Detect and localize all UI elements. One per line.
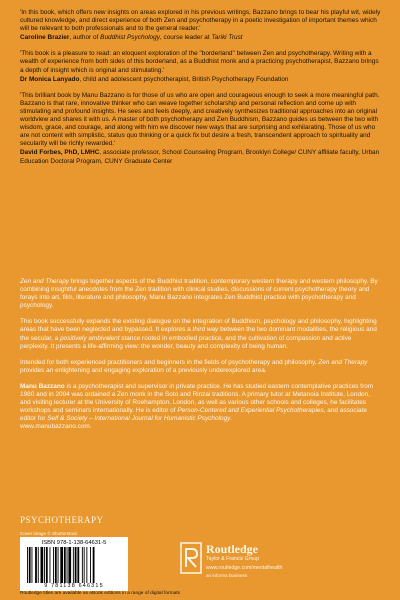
endorser-role: , course leader at (159, 34, 212, 42)
book-description (20, 278, 382, 440)
barcode-bar (60, 547, 63, 583)
barcode-bar (73, 547, 74, 583)
description-emphasis: third way (192, 326, 219, 334)
barcode-bar (68, 547, 71, 583)
barcode-bar (44, 547, 45, 583)
endorsement-attribution (20, 34, 382, 42)
barcode-bar (75, 547, 77, 583)
publisher-tagline: an informa business (206, 573, 248, 578)
endorser-name: Caroline Brazier (20, 34, 70, 42)
barcode-bar (86, 547, 87, 583)
publisher-logo (180, 542, 360, 582)
journal-title: Self & Society – International Journal for Humanistic Psychology (47, 415, 231, 423)
barcode-bar (55, 547, 57, 583)
barcode-bar (58, 547, 59, 583)
description-text: stance rooted in embodied practice, and the cultivation of compassion and active perplexity. It presents a life-affirming view: the wonder, beauty and complexity of being human. (20, 334, 352, 350)
endorser-role: , author of (69, 34, 101, 42)
endorsements (20, 9, 382, 174)
ebook-note: Routledge titles are available as eBook editions in a range of digital formats (20, 591, 180, 596)
endorsement-attribution (20, 76, 382, 84)
barcode-bars (25, 547, 123, 583)
description-text: between the two dominant modalities, the religious and the secular, a (20, 326, 377, 342)
barcode-bar (67, 547, 68, 583)
barcode-bar (32, 547, 33, 583)
endorsement-quote: 'This book is a pleasure to read: an eloquent exploration of the "borderland" between Zen and psychotherapy. Writing with a wealth of experience from both sides of this borderland, as a Buddhist monk and a practicing psychotherapist, Bazzano brings a depth of insight which is original and stimulating.' (20, 50, 379, 74)
cover-credit: Cover image © Shutterstock (20, 531, 78, 536)
barcode-bar (77, 547, 79, 583)
book-title-inline: Zen and Therapy (318, 358, 368, 366)
description-text: brings together aspects of the Buddhist tradition, contemporary western therapy and western philosophy. By combining insightful anecdotes from the Zen tradition with clinical studies, discussions of current psychotherapy theory and forays into art, film, literature and philosophy, Manu Bazzano integrates Zen Buddhist practice with psychotherapy and psychology. (20, 278, 378, 310)
barcode-bar (53, 547, 54, 583)
barcode-bar (93, 547, 95, 583)
endorsement-attribution (20, 149, 382, 165)
publisher-name: Routledge (206, 542, 258, 556)
endorser-role: , associate professor, School Counseling Program, Brooklyn College/ CUNY affiliate faculty, Urban Education Doctoral Program, CUNY Graduate Center (20, 149, 380, 165)
barcode-bar (29, 547, 31, 583)
author-name: Manu Bazzano (20, 382, 65, 390)
barcode-bar (38, 547, 39, 583)
description-paragraph (20, 278, 382, 310)
barcode-bar (27, 547, 28, 583)
endorsement-quote: 'In this book, which offers new insights on areas explored in his previous writings, Bazzano brings to bear his playful wit, widely cultured knowledge, and direct experience of both Zen and psychotherapy in a poetic investigation of important themes which will be relevant to both professionals and to the general reader.' (20, 9, 381, 33)
description-paragraph (20, 359, 382, 375)
barcode-bar (50, 547, 51, 583)
bio-text: . (230, 415, 233, 423)
endorser-book-title: Buddhist Psychology (100, 34, 160, 42)
author-bio (20, 383, 382, 432)
bio-text: , and associate editor for (20, 407, 367, 423)
book-title-inline: Zen and Therapy (20, 278, 70, 285)
barcode-bar (41, 547, 44, 583)
endorser-name: Dr Monica Lanyado (20, 75, 80, 83)
endorser-role: , child and adolescent psychotherapist, British Psychotherapy Foundation (79, 75, 289, 83)
endorsement-quote: 'This brilliant book by Manu Bazzano is for those of us who are open and courageous enough to seek a more meaningful path. Bazzano is that rare, innovative thinker who can weave together scholarship and personal reflection and come up with stimulating and profound insights. He sees and feels deeply, and creatively synthesizes traditional approaches into an original worldview and shares it with us. A master of both psychotherapy and Zen Buddhism, Bazzano guides us between the two with wisdom, grace, and courage, and along with him we discover new ways that are surprising and exhilarating. Those of us who are not content with simplistic, status quo thinking or a quick fix but desire a fresh, transcendent approach to spirituality and secularity will be richly rewarded.' (20, 91, 380, 148)
description-text: Intended for both experienced practitioners and beginners in the fields of psychotherapy and philosophy, (20, 358, 319, 366)
category-label: PSYCHOTHERAPY (20, 515, 104, 525)
bio-text: is a psychotherapist and supervisor in private practice. He has studied eastern contemplative practices from 1980 and in 2004 was ordained a Zen monk in the Soto and Rinzai traditions. A primary tutor at Metanoia Institute, London, and visiting lecturer at the University of Roehampton, London, as well as various other schools and colleges, he facilitates workshops and seminars internationally. He is editor of (20, 382, 374, 415)
isbn-barcode (20, 537, 128, 591)
description-emphasis: positively ambivalent (60, 334, 120, 342)
barcode-bar (82, 547, 83, 583)
routledge-logo-icon (180, 542, 202, 574)
barcode-bar (84, 547, 85, 583)
description-text: This book successfully expands the existing dialogue on the integration of Buddhism, psychology and philosophy, highlighting areas that have been neglected and bypassed. It explores a (20, 318, 377, 334)
footer-strip (0, 593, 400, 600)
endorser-name: David Forbes, PhD, LMHC (20, 149, 100, 157)
publisher-url: www.routledge.com/mentalhealth (206, 565, 283, 571)
description-text: provides an enlightening and engaging exploration of a previously underexplored area. (20, 366, 267, 374)
author-website: www.manubazzano.com. (20, 423, 92, 431)
barcode-bar (64, 547, 66, 583)
endorser-org: Tariki Trust (211, 34, 243, 42)
isbn-text: ISBN 978-1-138-64631-5 (41, 540, 107, 546)
description-paragraph (20, 318, 382, 350)
barcode-bar (46, 547, 48, 583)
barcode-number: 9 781138 646315 (44, 583, 104, 589)
barcode-bar (35, 547, 37, 583)
barcode-bar (90, 547, 91, 583)
journal-title: Person-Centered and Experiential Psychotherapies (177, 407, 324, 415)
publisher-group: Taylor & Francis Group (206, 556, 260, 562)
